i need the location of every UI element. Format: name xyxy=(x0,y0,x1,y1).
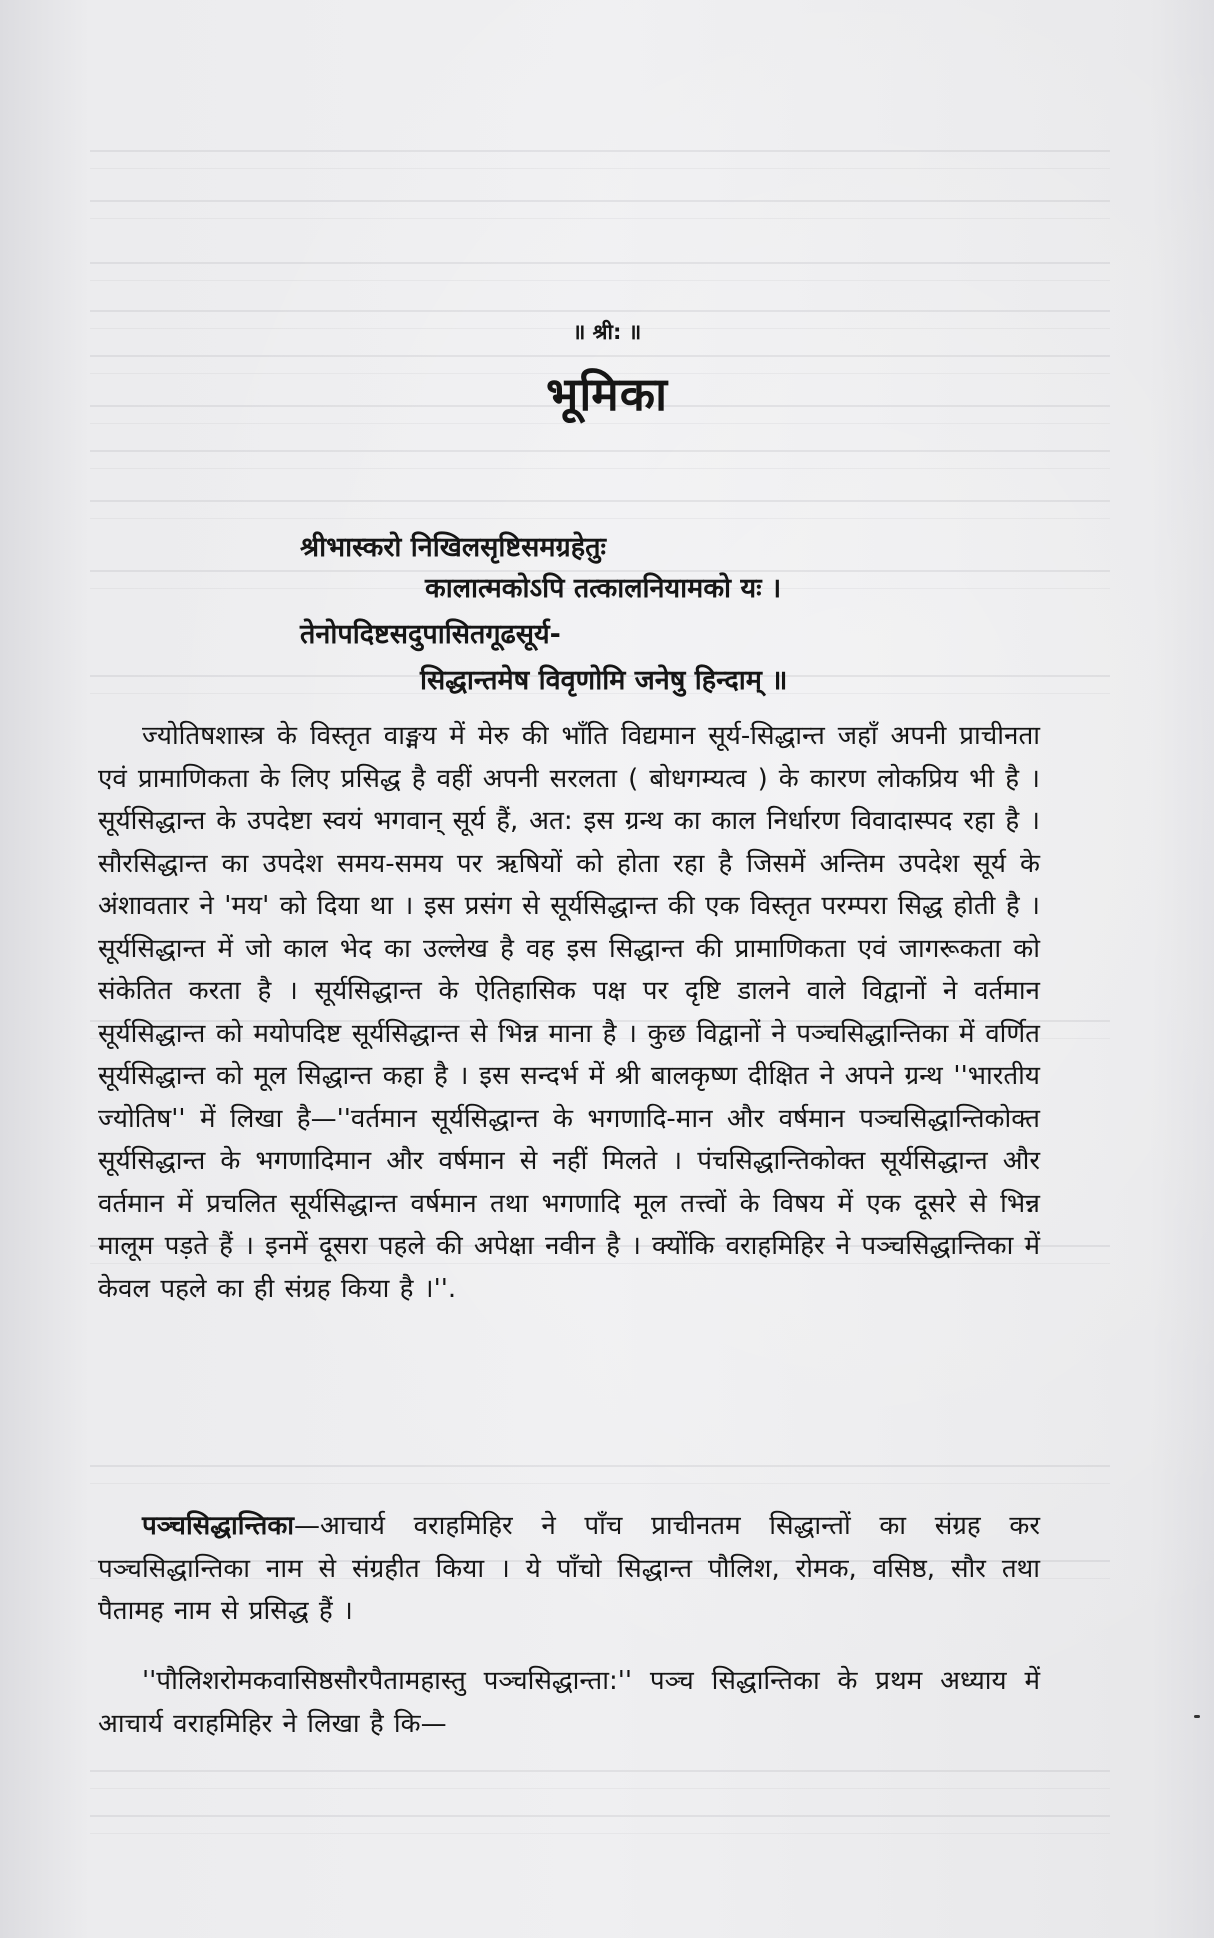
show-through-line xyxy=(90,262,1110,281)
margin-mark xyxy=(1194,1715,1200,1718)
show-through-line xyxy=(90,1770,1110,1789)
paragraph-2-lead: पञ्चसिद्धान्तिका xyxy=(142,1511,295,1541)
show-through-line xyxy=(90,500,1110,519)
verse-line-1: श्रीभास्करो निखिलसृष्टिसमग्रहेतुः xyxy=(300,532,606,563)
paragraph-3: ''पौलिशरोमकवासिष्ठसौरपैतामहास्तु पञ्चसिद्धान्ता:'' पञ्च सिद्धान्तिका के प्रथम अध्याय में आचार्य वराहमिहिर ने लिखा है कि— xyxy=(98,1666,1040,1739)
paragraph-1: ज्योतिषशास्त्र के विस्तृत वाङ्मय में मेरु की भाँति विद्यमान सूर्य-सिद्धान्त जहाँ अपनी प्राचीनता एवं प्रामाणिकता के लिए प्रसिद्ध है वहीं अपनी सरलता ( बोधगम्यत्व ) के कारण लोकप्रिय भी है । सूर्यसिद्धान्त के उपदेष्टा स्वयं भगवान् सूर्य हैं, अत: इस ग्रन्थ का काल निर्धारण विवादास्पद रहा है । सौरसिद्धान्त का उपदेश समय-समय पर ऋषियों को होता रहा है जिसमें अन्तिम उपदेश सूर्य के अंशावतार ने 'मय' को दिया था । इस प्रसंग से सूर्यसिद्धान्त की एक विस्तृत परम्परा सिद्ध होती है । सूर्यसिद्धान्त में जो काल भेद का उल्लेख है वह इस सिद्धान्त की प्रामाणिकता एवं जागरूकता को संकेतित करता है । सूर्यसिद्धान्त के ऐतिहासिक पक्ष पर दृष्टि डालने वाले विद्वानों ने वर्तमान सूर्यसिद्धान्त को मयोपदिष्ट सूर्यसिद्धान्त से भिन्न माना है । कुछ विद्वानों ने पञ्चसिद्धान्तिका में वर्णित सूर्यसिद्धान्त को मूल सिद्धान्त कहा है । इस सन्दर्भ में श्री बालकृष्ण दीक्षित ने अपने ग्रन्थ ''भारतीय ज्योतिष'' में लिखा है—''वर्तमान सूर्यसिद्धान्त के भगणादि-मान और वर्षमान पञ्चसिद्धान्तिकोक्त सूर्यसिद्धान्त के भगणादिमान और वर्षमान से नहीं मिलते । पंचसिद्धान्तिकोक्त सूर्यसिद्धान्त और वर्तमान में प्रचलित सूर्यसिद्धान्त वर्षमान तथा भगणादि मूल तत्त्वों के विषय में एक दूसरे से भिन्न मालूम पड़ते हैं । इनमें दूसरा पहले की अपेक्षा नवीन है । क्योंकि वराहमिहिर ने पञ्चसिद्धान्तिका में केवल पहले का ही संग्रह किया है ।''. xyxy=(98,721,1040,1304)
show-through-line xyxy=(90,450,1110,469)
show-through-line xyxy=(90,1465,1110,1484)
page-title: भूमिका xyxy=(545,367,668,421)
verse-line-4: सिद्धान्तमेष विवृणोमि जनेषु हिन्दाम् ॥ xyxy=(420,665,788,696)
verse-line-3: तेनोपदिष्टसदुपासितगूढसूर्य- xyxy=(300,619,561,650)
invocation-heading: ॥ श्री: ॥ xyxy=(572,320,642,344)
show-through-line xyxy=(90,1815,1110,1834)
show-through-line xyxy=(90,150,1110,169)
verse-line-2: कालात्मकोऽपि तत्कालनियामको यः । xyxy=(425,573,782,604)
show-through-line xyxy=(90,200,1110,219)
paragraph-2-body: —आचार्य वराहमिहिर ने पाँच प्राचीनतम सिद्धान्तों का संग्रह कर पञ्चसिद्धान्तिका नाम से संग्रहीत किया । ये पाँचो सिद्धान्त पौलिश, रोमक, वसिष्ठ, सौर तथा पैतामह नाम से प्रसिद्ध हैं । xyxy=(98,1511,1040,1626)
paragraph-2 xyxy=(98,1505,1040,1633)
